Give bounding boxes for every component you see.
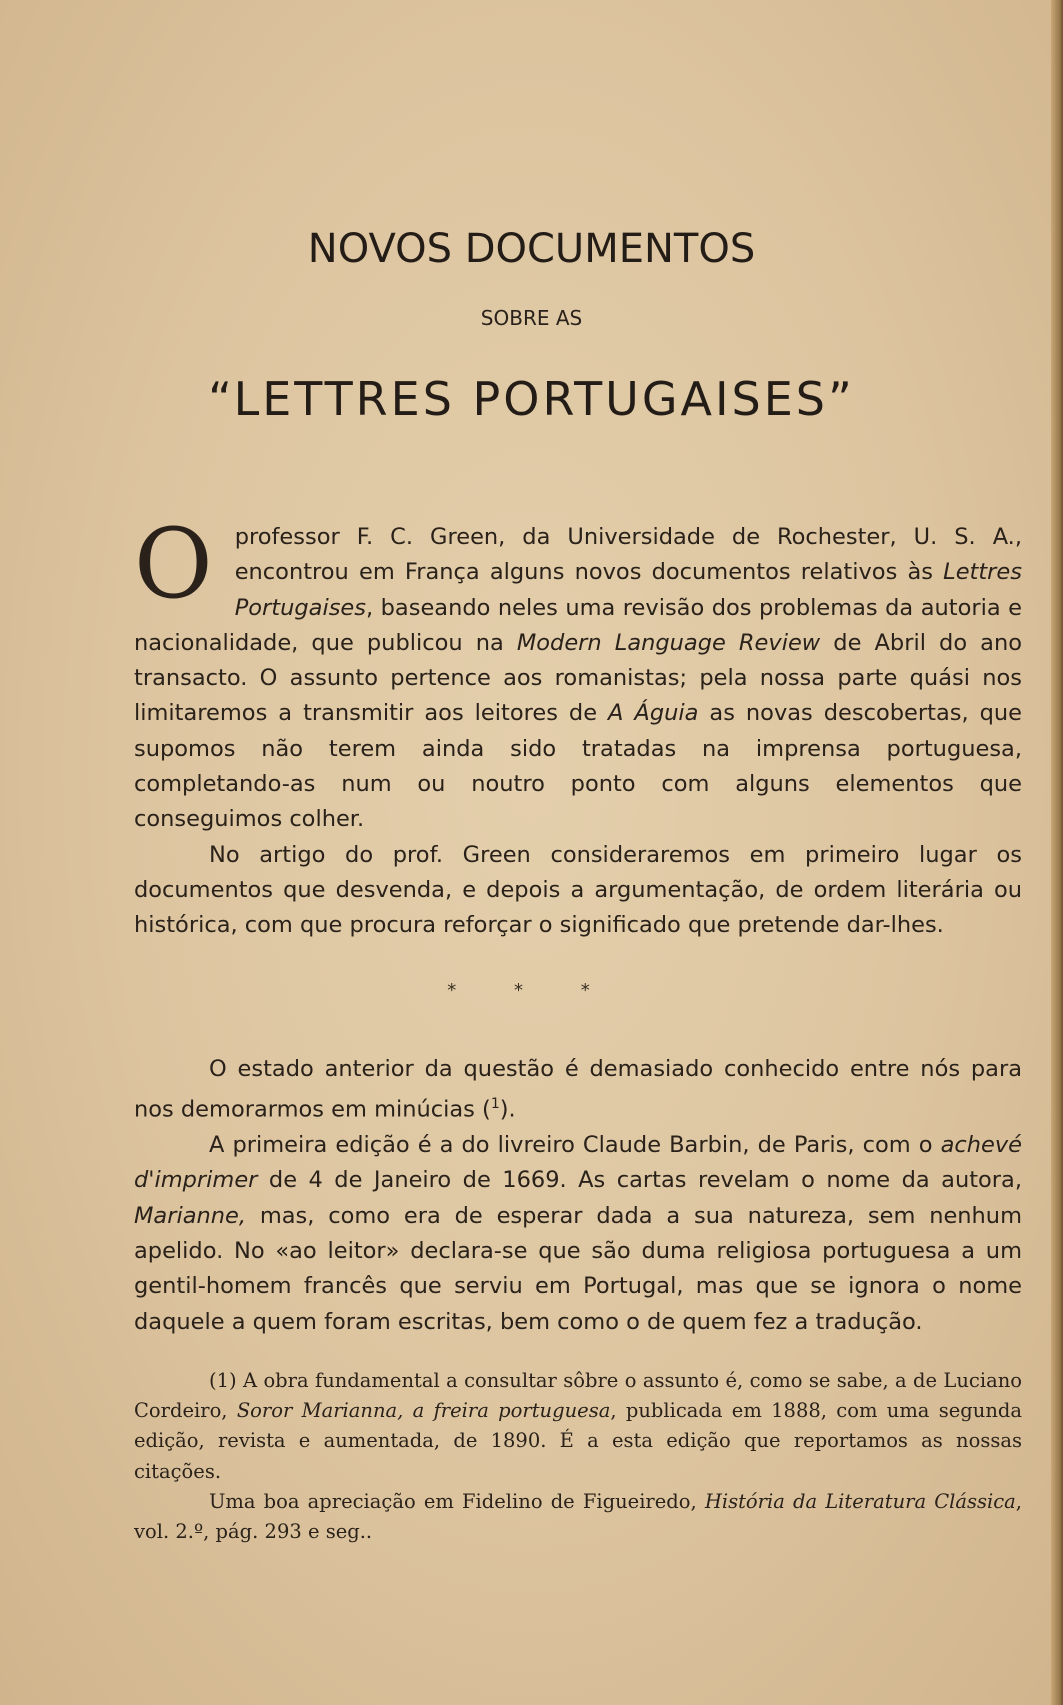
italic-phrase: achevé d'imprimer: [134, 1132, 1022, 1194]
text-run: de Abril do ano transacto. O assunto pertence aos romanistas; pela nossa parte quási nos limitaremos a transmitir aos leitores de: [134, 629, 1022, 727]
section-separator: * * *: [447, 980, 616, 1001]
italic-title: Modern Language Review: [516, 629, 821, 656]
italic-title: Lettres Portugaises: [234, 559, 1022, 621]
italic-title: História da Literatura Clássica: [704, 1489, 1016, 1513]
paragraph-1: [134, 508, 1022, 838]
text-run: , vol. 2.º, pág. 293 e seg..: [134, 1489, 1022, 1544]
text-run: A primeira edição é a do livreiro Claude Barbin, de Paris, com o: [209, 1132, 941, 1159]
italic-phrase: Marianne,: [134, 1202, 247, 1229]
drop-cap: O: [134, 508, 213, 620]
italic-title: A Águia: [608, 700, 699, 727]
paragraph-4: [134, 1128, 1022, 1340]
text-run: , publicada em 1888, com uma segunda edição, revista e aumentada, de 1890. É a esta edição que reportamos as nossas citações.: [134, 1399, 1022, 1483]
footnote-2: [134, 1487, 1022, 1547]
footnotes: [134, 1366, 1022, 1547]
footnote-1: [134, 1366, 1022, 1487]
paragraph-3: [134, 1052, 1022, 1128]
text-run: ).: [499, 1096, 516, 1123]
text-run: mas, como era de esperar dada a sua natureza, sem nenhum apelido. No «ao leitor» declara-se que são duma religiosa portuguesa a um gentil-homem francês que serviu em Portugal, mas que se ignora o nome daquele a quem foram escritas, bem como o de quem fez a tradução.: [134, 1202, 1022, 1335]
title-line-2: SOBRE AS: [480, 306, 583, 330]
text-run: , baseando neles uma revisão dos problemas da autoria e nacionalidade, que publicou na: [134, 594, 1022, 656]
title-line-3: “LETTRES PORTUGAISES”: [208, 372, 855, 426]
article-body-continued: [134, 1052, 1022, 1340]
text-run: A obra fundamental a consultar sôbre o assunto é, como se sabe, a de Luciano Cordeiro,: [134, 1369, 1022, 1423]
article-body: [134, 508, 1022, 944]
footnote-marker: (1): [209, 1369, 237, 1392]
italic-title: Soror Marianna, a freira portuguesa: [236, 1399, 611, 1423]
footnote-ref[interactable]: 1: [490, 1096, 500, 1113]
text-run: professor F. C. Green, da Universidade de Rochester, U. S. A., encontrou em França alguns novos documentos relativos às: [234, 524, 1022, 586]
text-run: Uma boa apreciação em Fidelino de Figueiredo,: [209, 1489, 705, 1513]
text-run: de 4 de Janeiro de 1669. As cartas revelam o nome da autora,: [257, 1167, 1022, 1194]
paragraph-2: No artigo do prof. Green consideraremos em primeiro lugar os documentos que desvenda, e depois a argumentação, de ordem literária ou histórica, com que procura reforçar o significado que pretende dar-lhes.: [134, 841, 1022, 939]
title-line-1: NOVOS DOCUMENTOS: [307, 226, 756, 272]
text-run: as novas descobertas, que supomos não terem ainda sido tratadas na imprensa portuguesa, completando-as num ou noutro ponto com alguns elementos que conseguimos colher.: [134, 700, 1022, 833]
text-run: O estado anterior da questão é demasiado conhecido entre nós para nos demorarmos em minúcias (: [134, 1056, 1022, 1123]
